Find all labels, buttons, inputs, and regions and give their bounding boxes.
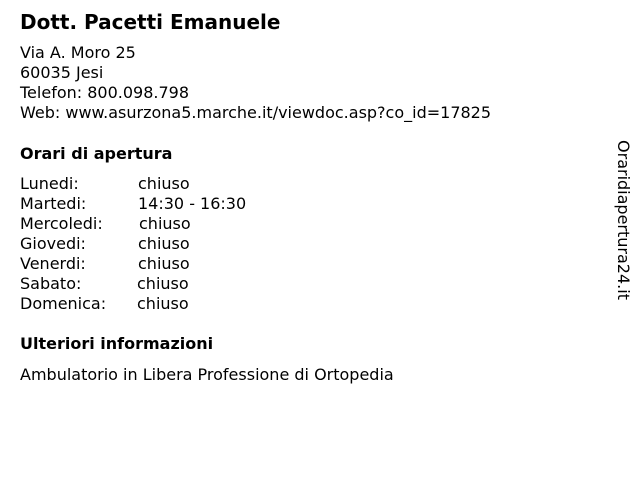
more-info-heading: Ulteriori informazioni [20,334,214,353]
day-label: Martedi: [20,194,87,213]
day-label: Domenica: [20,294,107,313]
day-label: Mercoledi: [20,214,103,233]
site-watermark: Oraridiapertura24.it [614,140,633,300]
hours-row-thursday [20,234,320,254]
hours-value: chiuso [137,274,189,293]
hours-row-monday [20,174,320,194]
city-postal: 60035 Jesi [20,63,104,82]
day-label: Giovedi: [20,234,86,253]
more-info-text: Ambulatorio in Libera Professione di Ortopedia [20,365,394,384]
phone-number: Telefon: 800.098.798 [20,83,190,102]
hours-value: chiuso [139,214,191,233]
hours-value: chiuso [137,294,189,313]
hours-row-sunday [20,294,320,314]
hours-value: chiuso [138,174,190,193]
street-address: Via A. Moro 25 [20,43,136,62]
hours-row-friday [20,254,320,274]
hours-value: chiuso [138,234,190,253]
day-label: Lunedi: [20,174,79,193]
day-label: Venerdi: [20,254,86,273]
opening-hours-list [20,174,320,314]
hours-value: 14:30 - 16:30 [138,194,247,213]
hours-row-saturday [20,274,320,294]
day-label: Sabato: [20,274,82,293]
website: Web: www.asurzona5.marche.it/viewdoc.asp?co_id=17825 [20,103,492,122]
hours-value: chiuso [138,254,190,273]
opening-hours-heading: Orari di apertura [20,144,173,163]
page-title: Dott. Pacetti Emanuele [20,10,281,34]
hours-row-wednesday [20,214,320,234]
address-block [20,43,491,123]
hours-row-tuesday [20,194,320,214]
